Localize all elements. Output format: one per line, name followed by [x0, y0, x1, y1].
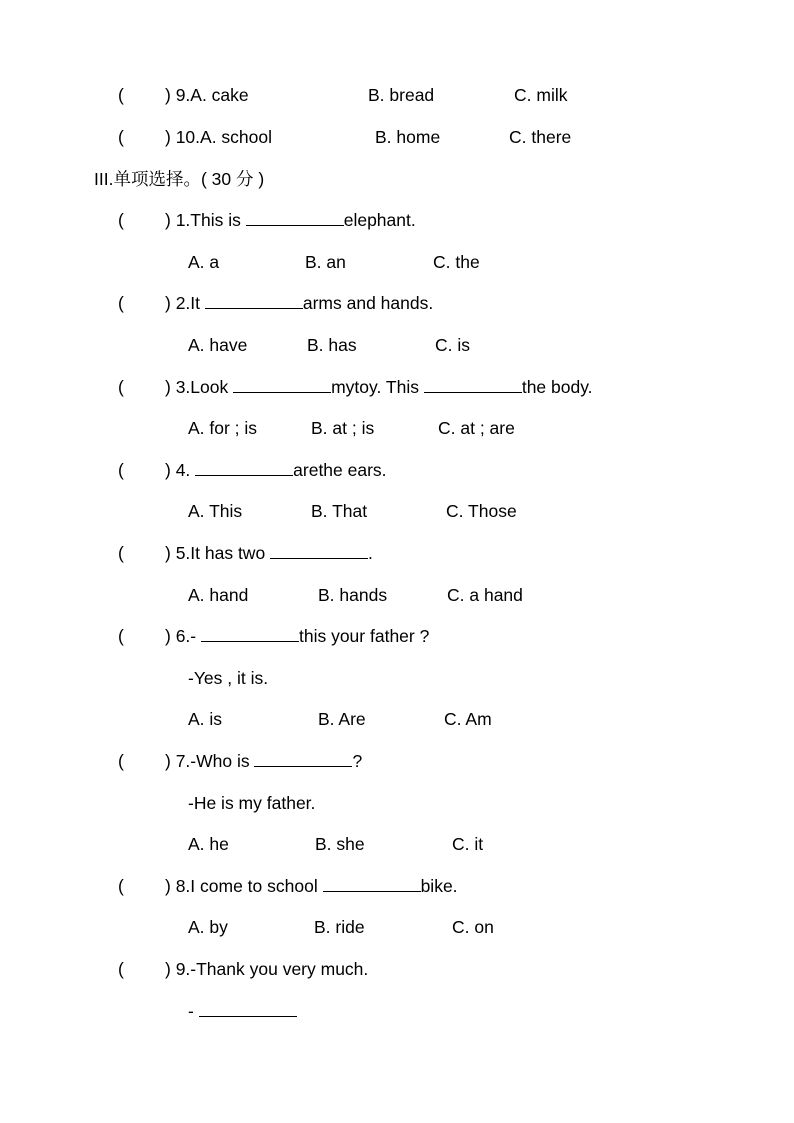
answer-blank [199, 1002, 297, 1017]
option-a: A. a [188, 252, 220, 272]
option-b: B. ride [314, 917, 365, 937]
option-b: B. has [307, 335, 357, 355]
option-c: C. Am [444, 709, 492, 729]
answer-blank [270, 544, 368, 559]
option-a: A. he [188, 834, 229, 854]
question-1: ) 1.This is elephant. [165, 210, 416, 230]
option-c: C. Those [446, 501, 517, 521]
dialogue-reply: -Yes , it is. [188, 668, 269, 688]
option-a: A. This [188, 501, 243, 521]
option-b: B. bread [368, 85, 435, 105]
answer-blank [205, 294, 303, 309]
option-a: A. for ; is [188, 418, 258, 438]
answer-paren: ( [118, 460, 124, 480]
option-c: C. on [452, 917, 494, 937]
option-b: B. Are [318, 709, 366, 729]
option-b: B. she [315, 834, 365, 854]
question-3: ) 3.Look mytoy. This the body. [165, 377, 593, 397]
answer-blank [195, 461, 293, 476]
answer-blank [254, 752, 352, 767]
question-9-stem: ) 9.A. cake [165, 85, 249, 105]
question-4: ) 4. arethe ears. [165, 460, 387, 480]
answer-paren: ( [118, 377, 124, 397]
answer-blank [246, 211, 344, 226]
question-9: ) 9.-Thank you very much. [165, 959, 369, 979]
answer-paren: ( [118, 751, 124, 771]
option-b: B. at ; is [311, 418, 375, 438]
question-10-stem: ) 10.A. school [165, 127, 272, 147]
option-c: C. there [509, 127, 572, 147]
option-c: C. the [433, 252, 480, 272]
option-c: C. a hand [447, 585, 523, 605]
question-2: ) 2.It arms and hands. [165, 293, 434, 313]
option-b: B. an [305, 252, 346, 272]
option-a: A. hand [188, 585, 249, 605]
answer-paren: ( [118, 626, 124, 646]
option-c: C. milk [514, 85, 568, 105]
answer-blank [424, 378, 522, 393]
answer-blank [323, 877, 421, 892]
question-6: ) 6.- this your father ? [165, 626, 430, 646]
answer-paren: ( [118, 876, 124, 896]
option-c: C. is [435, 335, 470, 355]
option-a: A. have [188, 335, 248, 355]
dialogue-reply: -He is my father. [188, 793, 316, 813]
answer-paren: ( [118, 85, 124, 105]
answer-paren: ( [118, 127, 124, 147]
option-c: C. at ; are [438, 418, 515, 438]
option-b: B. home [375, 127, 441, 147]
answer-blank [201, 627, 299, 642]
answer-paren: ( [118, 543, 124, 563]
option-c: C. it [452, 834, 484, 854]
question-8: ) 8.I come to school bike. [165, 876, 458, 896]
option-a: A. is [188, 709, 223, 729]
option-b: B. hands [318, 585, 388, 605]
question-5: ) 5.It has two . [165, 543, 373, 563]
option-b: B. That [311, 501, 368, 521]
option-a: A. by [188, 917, 228, 937]
section-title: III.单项选择。( 30 分 ) [94, 169, 265, 189]
answer-paren: ( [118, 293, 124, 313]
question-7: ) 7.-Who is ? [165, 751, 363, 771]
answer-paren: ( [118, 959, 124, 979]
answer-paren: ( [118, 210, 124, 230]
answer-blank [233, 378, 331, 393]
dialogue-reply: - [188, 1001, 297, 1021]
